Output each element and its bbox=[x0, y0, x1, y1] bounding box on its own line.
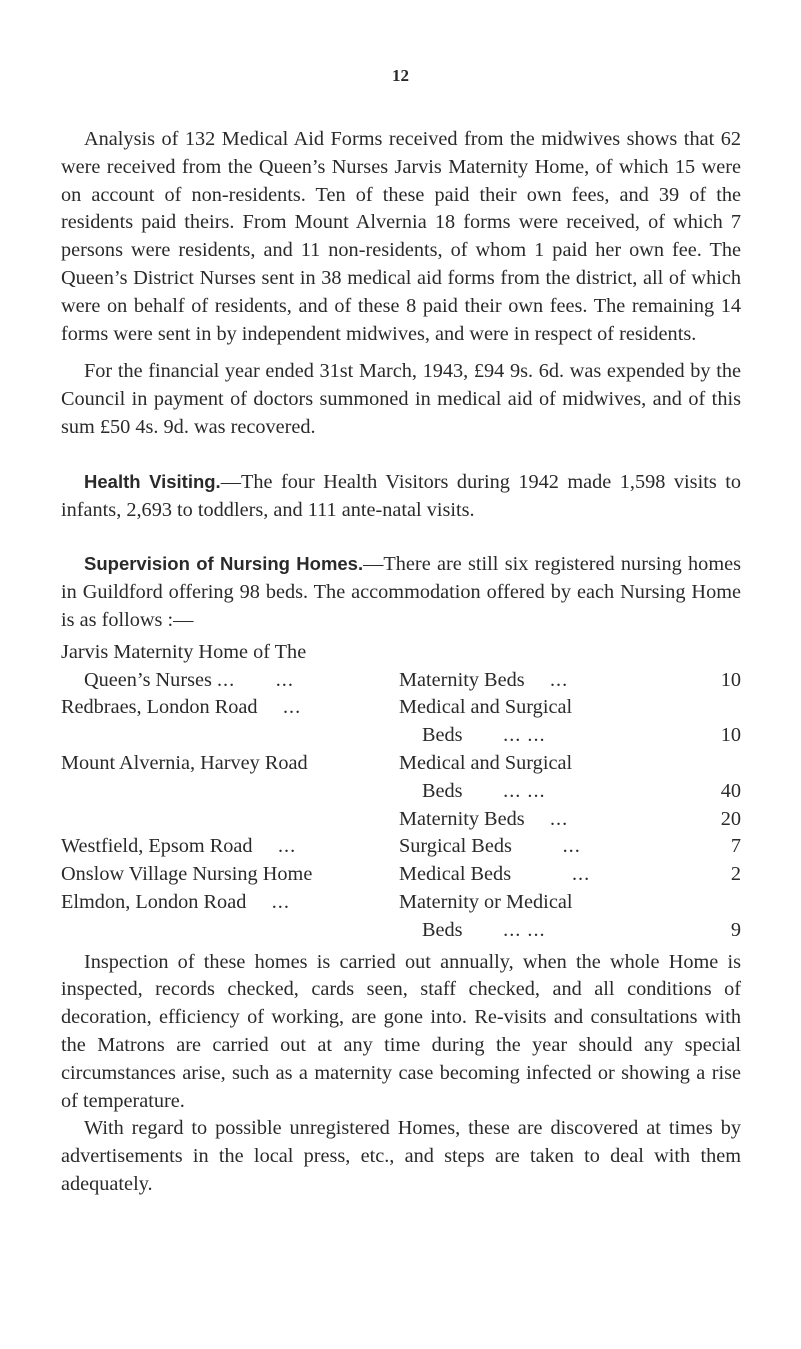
home-name-cell bbox=[61, 694, 399, 750]
bed-type-label: Beds bbox=[422, 724, 463, 747]
dot-leader: ... bbox=[562, 835, 581, 858]
health-visiting-heading: Health Visiting. bbox=[84, 470, 221, 492]
supervision-paragraph bbox=[61, 550, 741, 634]
bed-count: 10 bbox=[720, 668, 741, 691]
home-name-continued bbox=[61, 667, 399, 695]
home-name bbox=[61, 889, 399, 917]
table-row bbox=[61, 806, 741, 834]
bed-type-label: Medical Beds bbox=[399, 863, 512, 886]
home-name-cell bbox=[61, 750, 399, 806]
inspection-paragraph: Inspection of these homes is carried out annually, when the whole Home is inspected, records checked, cards seen, staff checked, and all conditions of decoration, efficiency of working, are gone into. Re-visits and consultations with the Matrons are carried out at any time during the year should any special circumstances arise, such as a maternity case becoming infected or showing a rise of temperature. bbox=[61, 950, 741, 1112]
bed-type-cell bbox=[399, 694, 689, 750]
unregistered-paragraph: With regard to possible unregistered Homes, these are discovered at times by advertisements in the local press, etc., and steps are taken to deal with them adequately. bbox=[61, 1117, 741, 1195]
dot-leader: ... ... bbox=[503, 779, 546, 802]
dot-leader: ... bbox=[549, 807, 569, 830]
financial-paragraph: For the financial year ended 31st March, 1943, £94 9s. 6d. was expended by the Council in payment of doctors summoned in medical aid of midwives, and of this sum £50 4s. 9d. was recovered. bbox=[61, 360, 741, 438]
bed-type-label: Surgical Beds bbox=[399, 835, 512, 858]
dot-leader: ... bbox=[275, 668, 294, 691]
page-number: 12 bbox=[392, 66, 409, 85]
home-name-cell bbox=[61, 861, 399, 889]
bed-type bbox=[399, 861, 689, 889]
home-name-part: Westfield, Epsom Road bbox=[61, 835, 253, 858]
bed-type-cell bbox=[399, 750, 689, 806]
bed-count-cell bbox=[689, 639, 741, 695]
home-name-part: Elmdon, London Road bbox=[61, 890, 247, 913]
dot-leader: ... ... bbox=[503, 724, 546, 747]
table-row bbox=[61, 889, 741, 945]
nursing-homes-table bbox=[61, 639, 741, 945]
supervision-heading: Supervision of Nursing Homes. bbox=[84, 553, 364, 575]
supervision-text: —There are still six registered nursing homes in Guildford offering 98 beds. The accommodation offered by each Nursing Home is as follows :— bbox=[61, 553, 741, 631]
bed-count: 2 bbox=[730, 863, 741, 886]
bed-type bbox=[399, 833, 689, 861]
home-name: Onslow Village Nursing Home bbox=[61, 863, 313, 886]
bed-count-cell bbox=[689, 833, 741, 861]
bed-type: Medical and Surgical bbox=[399, 751, 573, 774]
bed-type: Medical and Surgical bbox=[399, 696, 573, 719]
dot-leader: ... bbox=[549, 668, 569, 691]
table-row bbox=[61, 694, 741, 750]
home-name: Jarvis Maternity Home of The bbox=[61, 640, 307, 663]
home-name bbox=[61, 694, 399, 722]
health-visiting-paragraph bbox=[61, 468, 741, 525]
table-row bbox=[61, 861, 741, 889]
bed-type-cell bbox=[399, 833, 689, 861]
dot-leader: ... bbox=[216, 668, 236, 691]
bed-count: 40 bbox=[720, 779, 741, 802]
bed-count: 10 bbox=[720, 724, 741, 747]
bed-type-continued bbox=[399, 722, 689, 750]
bed-type bbox=[399, 806, 689, 834]
bed-type-continued bbox=[399, 778, 689, 806]
midwives-paragraph: Analysis of 132 Medical Aid Forms received from the midwives shows that 62 were received from the Queen’s Nurses Jarvis Maternity Home, of which 15 were on account of non-residents. Ten of these paid their own fees, and 39 of the residents paid theirs. From Mount Alvernia 18 forms were received, of which 7 persons were residents, and 11 non-residents, of whom 1 paid her own fee. The Queen’s District Nurses sent in 38 medical aid forms from the district, all of which were on behalf of residents, and of these 8 paid their own fees. The remaining 14 forms were sent in by independent midwives, and were in respect of residents. bbox=[61, 128, 741, 345]
table-row bbox=[61, 833, 741, 861]
home-name: Mount Alvernia, Harvey Road bbox=[61, 751, 308, 774]
bed-type-label: Maternity Beds bbox=[399, 668, 525, 691]
bed-count-cell bbox=[689, 750, 741, 806]
home-name-cell bbox=[61, 889, 399, 945]
home-name bbox=[61, 833, 399, 861]
bed-count-cell bbox=[689, 861, 741, 889]
bed-type-label: Beds bbox=[422, 779, 463, 802]
bed-type: Maternity or Medical bbox=[399, 890, 573, 913]
table-row bbox=[61, 639, 741, 695]
bed-count: 20 bbox=[720, 807, 741, 830]
home-name-part: Queen’s Nurses bbox=[84, 668, 212, 691]
dot-leader: ... bbox=[282, 696, 302, 719]
bed-type-label: Maternity Beds bbox=[399, 807, 525, 830]
bed-type-label: Beds bbox=[422, 918, 463, 941]
bed-type-cell bbox=[399, 889, 689, 945]
table-row bbox=[61, 750, 741, 806]
bed-type-cell bbox=[399, 806, 689, 834]
home-name-cell bbox=[61, 639, 399, 695]
dot-leader: ... bbox=[571, 863, 591, 886]
bed-count-cell bbox=[689, 806, 741, 834]
dot-leader: ... bbox=[271, 890, 290, 913]
bed-type-cell bbox=[399, 639, 689, 695]
bed-count: 7 bbox=[730, 835, 741, 858]
bed-count-cell bbox=[689, 889, 741, 945]
home-name-cell bbox=[61, 833, 399, 861]
bed-count-cell bbox=[689, 694, 741, 750]
dot-leader: ... ... bbox=[503, 918, 546, 941]
bed-count: 9 bbox=[730, 918, 741, 941]
bed-type bbox=[399, 667, 689, 695]
home-name-cell bbox=[61, 806, 399, 834]
dot-leader: ... bbox=[277, 835, 297, 858]
bed-type-cell bbox=[399, 861, 689, 889]
health-visiting-text: —The four Health Visitors during 1942 made 1,598 visits to infants, 2,693 to toddlers, and 111 ante-natal visits. bbox=[61, 470, 741, 521]
page-body bbox=[61, 126, 741, 1199]
bed-type-continued bbox=[399, 917, 689, 945]
home-name-part: Redbraes, London Road bbox=[61, 696, 258, 719]
